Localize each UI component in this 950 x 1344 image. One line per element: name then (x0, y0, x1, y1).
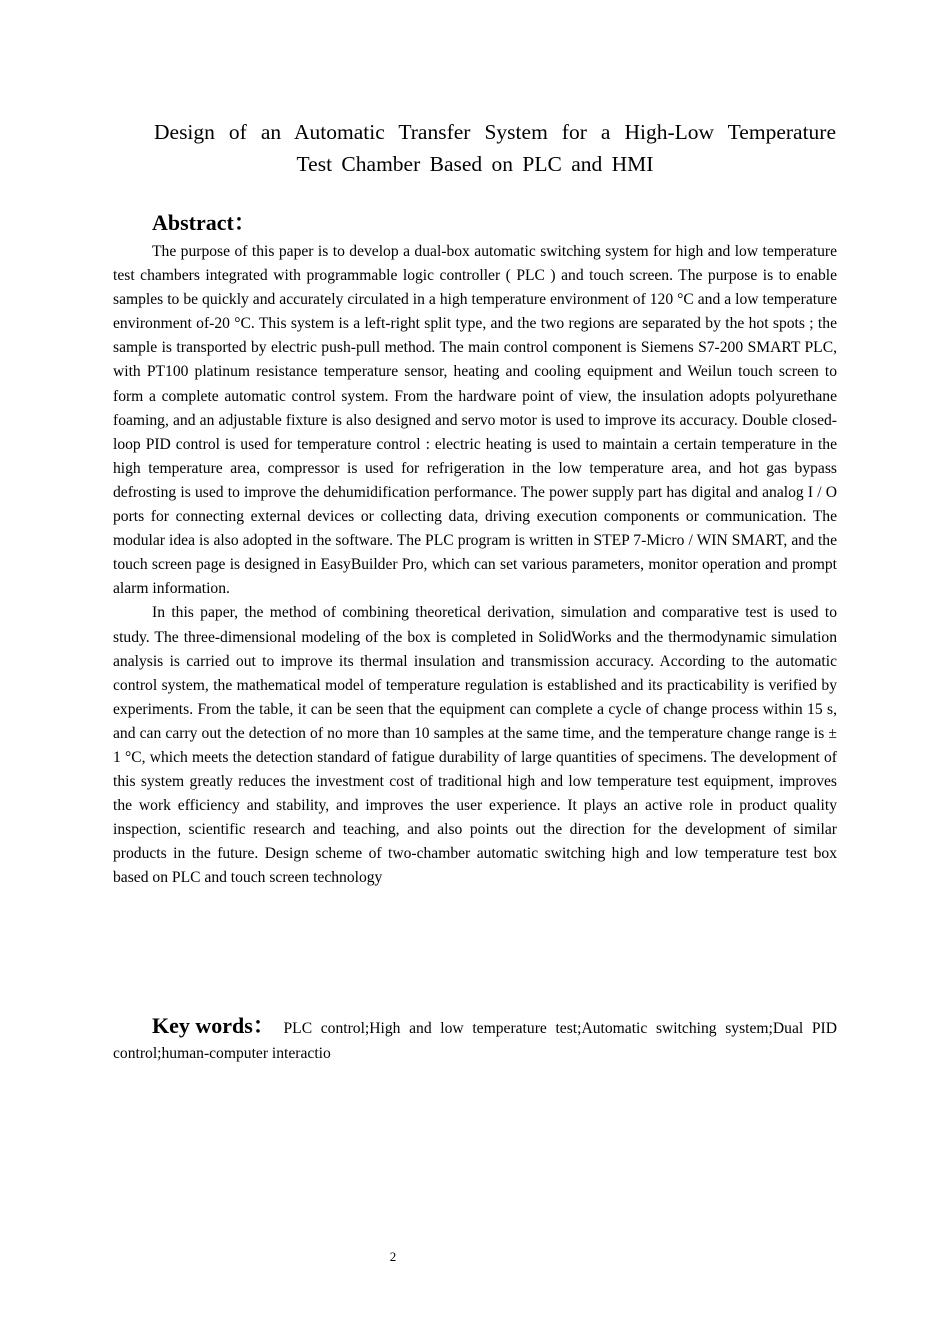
abstract-body (113, 240, 837, 891)
keywords-label: Key words： (152, 1013, 275, 1038)
keywords-section (113, 1013, 837, 1066)
abstract-paragraph-2: In this paper, the method of combining theoretical derivation, simulation and comparative test is used to study. The three-dimensional modeling of the box is completed in SolidWorks and the thermodynamic simulation analysis is carried out to improve its thermal insulation and transmission accuracy. According to the automatic control system, the mathematical model of temperature regulation is established and its practicability is verified by experiments. From the table, it can be seen that the equipment can complete a cycle of change process within 15 s, and can carry out the detection of no more than 10 samples at the same time, and the temperature change range is ± 1 °C, which meets the detection standard of fatigue durability of large quantities of specimens. The development of this system greatly reduces the investment cost of traditional high and low temperature test equipment, improves the work efficiency and stability, and improves the user experience. It plays an active role in product quality inspection, scientific research and teaching, and also points out the direction for the development of similar products in the future. Design scheme of two-chamber automatic switching high and low temperature test box based on PLC and touch screen technology (113, 604, 837, 887)
paper-title-line-1: Design of an Automatic Transfer System for a High-Low Temperature (154, 120, 836, 144)
keywords-text: PLC control;High and low temperature test;Automatic switching system;Dual PID control;human-computer interactio (113, 1020, 837, 1062)
abstract-paragraph-1: The purpose of this paper is to develop a dual-box automatic switching system for high and low temperature test chambers integrated with programmable logic controller ( PLC ) and touch screen. The purpose is to enable samples to be quickly and accurately circulated in a high temperature environment of 120 °C and a low temperature environment of-20 °C. This system is a left-right split type, and the two regions are separated by the hot spots ; the sample is transported by electric push-pull method. The main control component is Siemens S7-200 SMART PLC, with PT100 platinum resistance temperature sensor, heating and cooling equipment and Weilun touch screen to form a complete automatic control system. From the hardware point of view, the insulation adopts polyurethane foaming, and an adjustable fixture is also designed and servo motor is used to improve its accuracy. Double closed-loop PID control is used for temperature control : electric heating is used to maintain a certain temperature in the high temperature area, compressor is used for refrigeration in the low temperature area, and hot gas bypass defrosting is used to improve the dehumidification performance. The power supply part has digital and analog I / O ports for connecting external devices or collecting data, driving execution components or communication. The modular idea is also adopted in the software. The PLC program is written in STEP 7-Micro / WIN SMART, and the touch screen page is designed in EasyBuilder Pro, which can set various parameters, monitor operation and prompt alarm information. (113, 243, 837, 598)
page-number: 2 (389, 1249, 397, 1264)
paper-title-line-2: Test Chamber Based on PLC and HMI (296, 152, 654, 176)
abstract-heading: Abstract： (152, 210, 256, 235)
paper-title (113, 116, 837, 180)
